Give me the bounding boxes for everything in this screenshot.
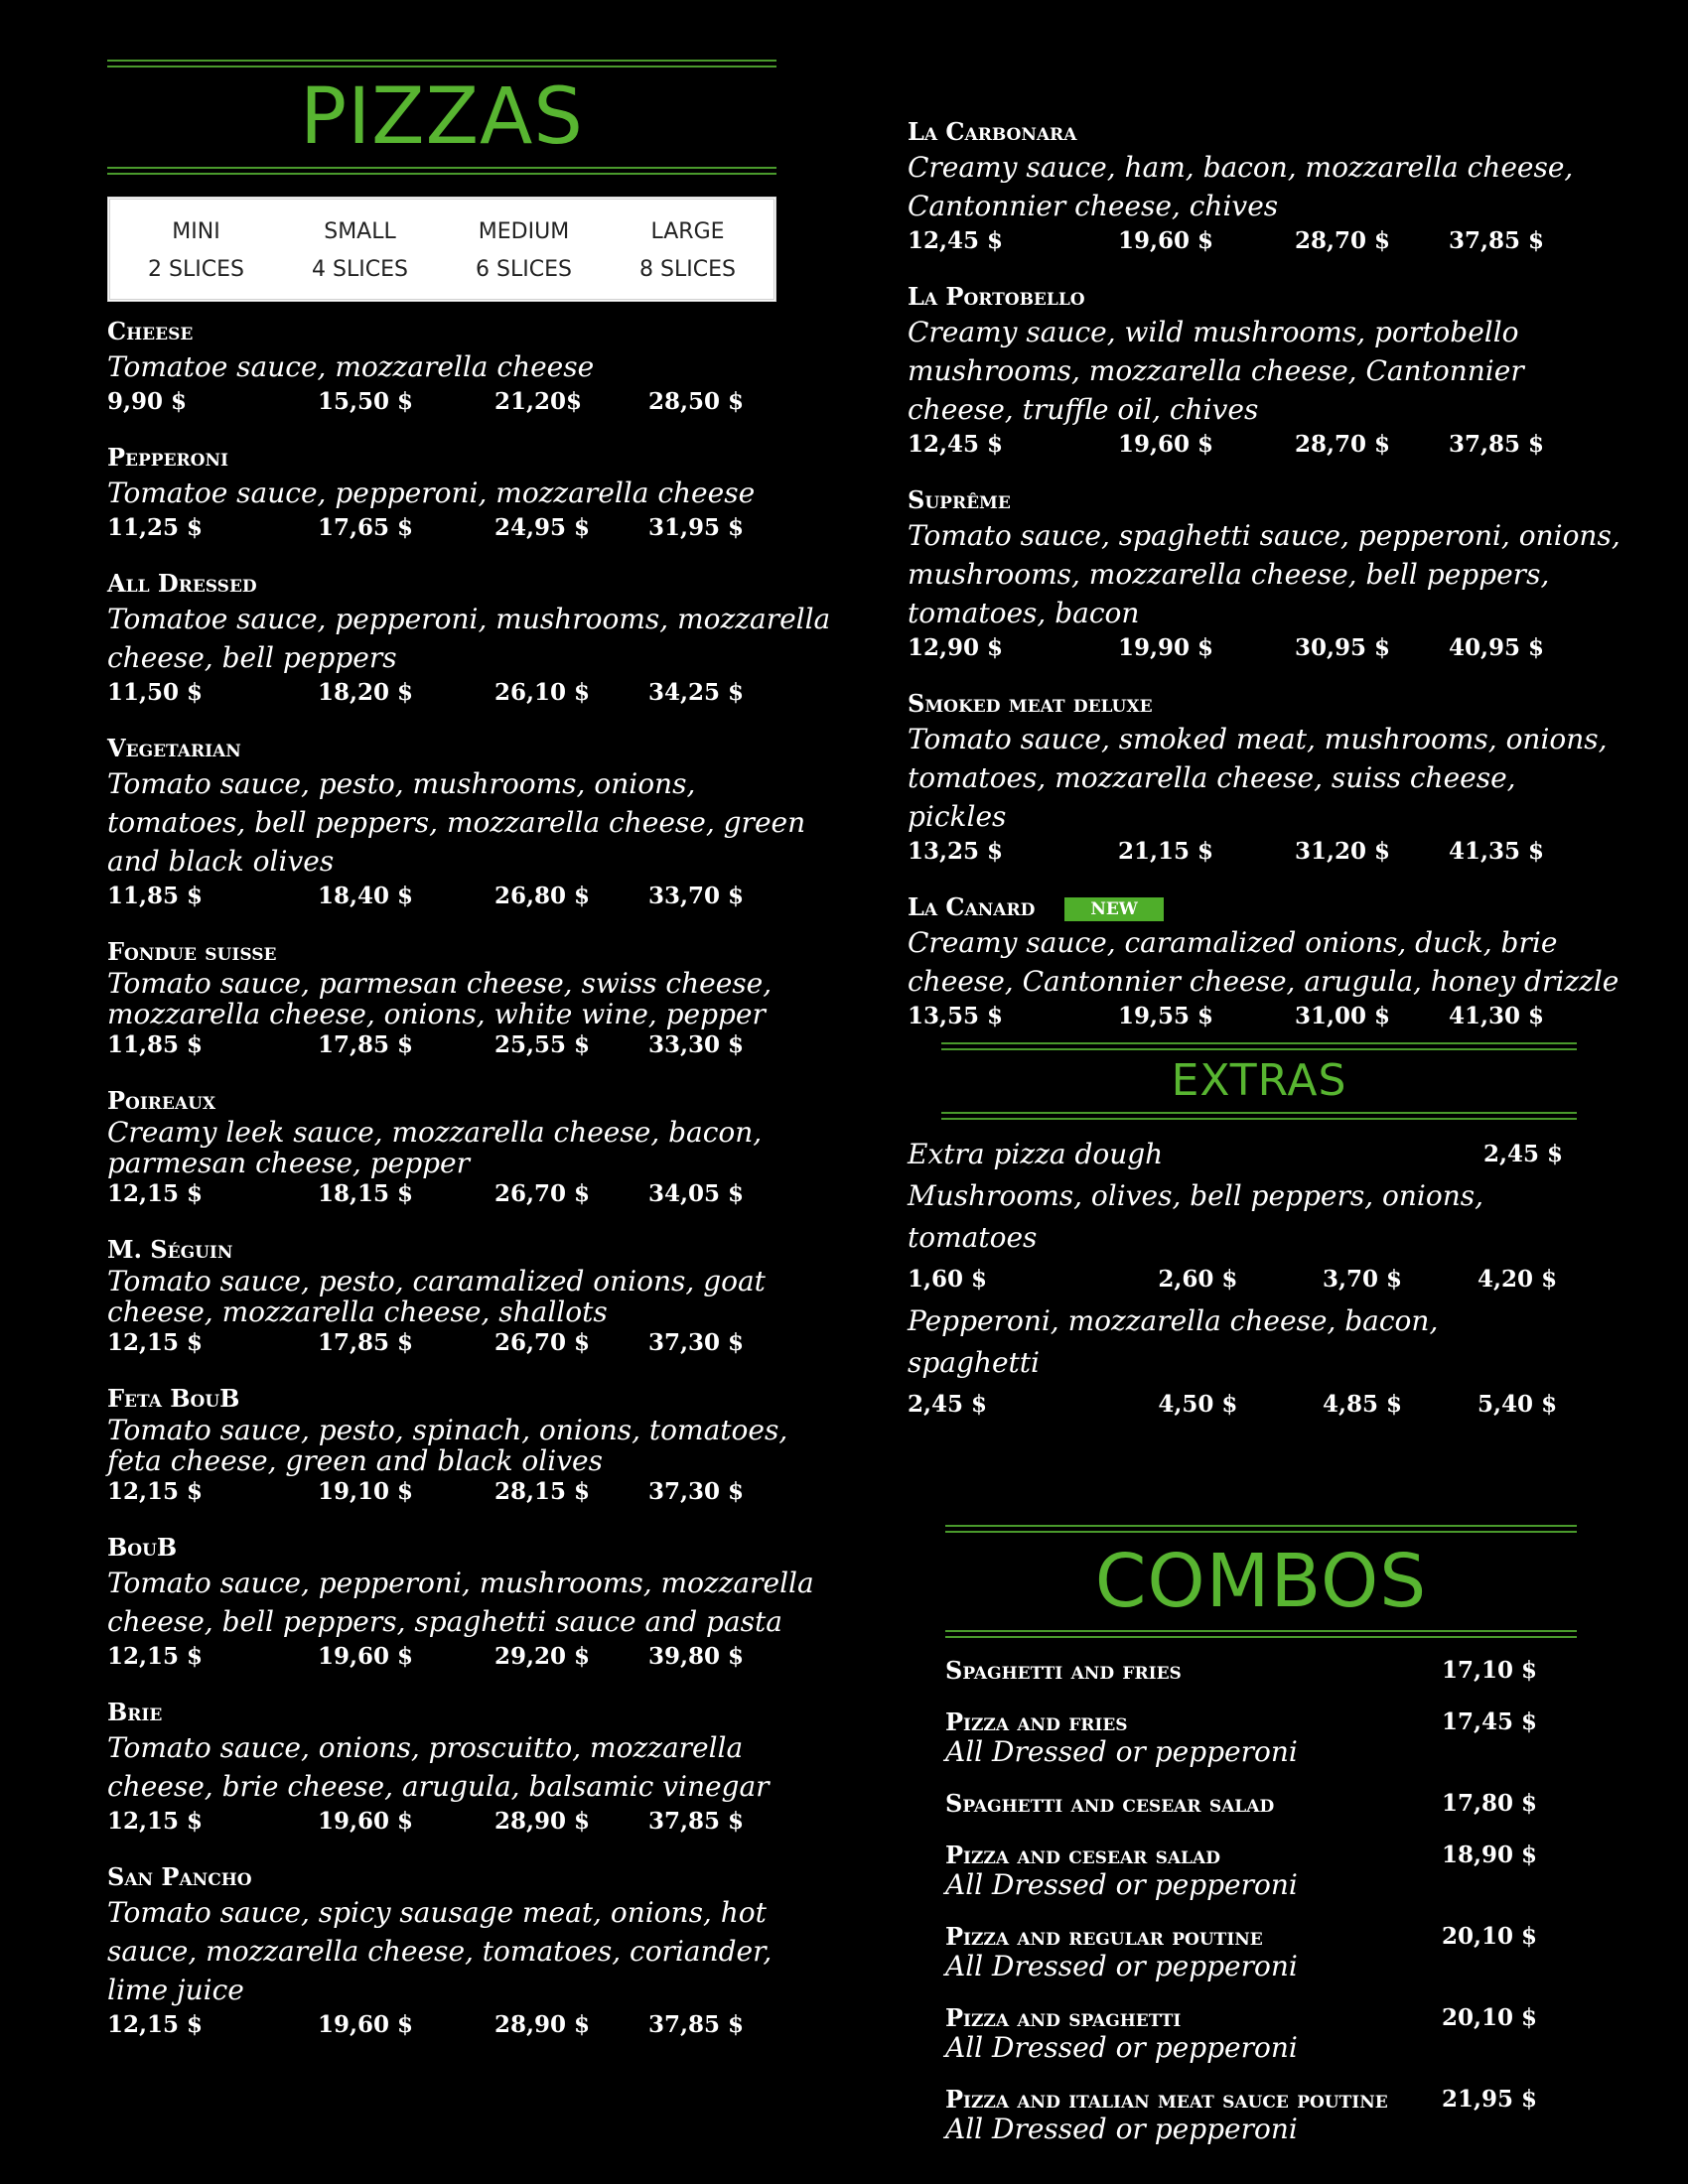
pizza-name <box>107 1697 832 1728</box>
pizza-prices <box>107 1641 832 1673</box>
price: 19,60 $ <box>1118 227 1214 254</box>
price: 3,70 $ <box>1323 1266 1403 1293</box>
price: 37,85 $ <box>1449 431 1545 458</box>
pizza-item <box>107 1861 832 2041</box>
price: 31,20 $ <box>1295 838 1391 865</box>
price: 4,50 $ <box>1158 1391 1238 1418</box>
combo-list <box>945 1656 1577 2144</box>
pizza-description: Tomato sauce, onions, proscuitto, mozzarella cheese, brie cheese, arugula, balsamic vinegar <box>107 1731 770 1803</box>
price: 28,90 $ <box>494 1808 591 1835</box>
price: 37,30 $ <box>648 1478 745 1505</box>
pizza-name <box>107 568 832 600</box>
price: 18,20 $ <box>318 679 414 706</box>
combo-subtitle: All Dressed or pepperoni <box>945 1950 1298 1982</box>
price: 28,90 $ <box>494 2011 591 2038</box>
pizza-description: Tomatoe sauce, mozzarella cheese <box>107 350 595 383</box>
size-name: MINI <box>172 219 220 244</box>
left-column <box>107 0 832 2065</box>
combo-price: 20,10 $ <box>1441 2004 1537 2031</box>
pizza-name <box>908 281 1622 313</box>
size-slices: 6 SLICES <box>476 257 572 282</box>
divider <box>107 60 776 68</box>
pizza-list-right <box>908 116 1622 1032</box>
combo-item <box>945 2085 1537 2144</box>
pizza-name-text: Suprême <box>908 485 1011 514</box>
pizza-name-text: La Canard <box>908 892 1036 921</box>
price: 29,20 $ <box>494 1643 591 1670</box>
combo-price: 18,90 $ <box>1441 1842 1537 1868</box>
pizza-name-text: BouB <box>107 1533 178 1562</box>
combo-price: 17,45 $ <box>1441 1708 1537 1735</box>
size-slices: 4 SLICES <box>312 257 408 282</box>
combo-item <box>945 1656 1537 1686</box>
pizza-item <box>107 1697 832 1838</box>
new-badge: NEW <box>1064 897 1164 921</box>
combo-name: Spaghetti and fries <box>945 1656 1182 1685</box>
pizza-name-text: Vegetarian <box>107 734 241 762</box>
price: 37,85 $ <box>648 1808 745 1835</box>
right-column <box>908 0 1622 2166</box>
price: 15,50 $ <box>318 388 414 415</box>
price: 41,35 $ <box>1449 838 1545 865</box>
price: 37,85 $ <box>648 2011 745 2038</box>
combo-price: 17,10 $ <box>1441 1657 1537 1684</box>
pizza-name <box>107 733 832 764</box>
price: 2,45 $ <box>908 1391 988 1418</box>
price: 4,85 $ <box>1323 1391 1403 1418</box>
price: 41,30 $ <box>1449 1003 1545 1029</box>
price: 31,00 $ <box>1295 1003 1391 1029</box>
price: 2,60 $ <box>1158 1266 1238 1293</box>
price: 12,15 $ <box>107 1808 204 1835</box>
pizza-description: Creamy leek sauce, mozzarella cheese, bacon, parmesan cheese, pepper <box>107 1116 763 1179</box>
divider <box>941 1112 1577 1120</box>
pizza-item <box>107 936 832 1061</box>
combo-name: Pizza and cesear salad <box>945 1841 1220 1869</box>
extras-section <box>941 1042 1577 1120</box>
pizza-description: Tomato sauce, pepperoni, mushrooms, mozzarella cheese, bell peppers, spaghetti sauce and pasta <box>107 1567 814 1638</box>
price: 19,10 $ <box>318 1478 414 1505</box>
price: 21,15 $ <box>1118 838 1214 865</box>
pizza-description: Creamy sauce, caramalized onions, duck, brie cheese, Cantonnier cheese, arugula, honey drizzle <box>908 926 1619 998</box>
price: 19,60 $ <box>318 2011 414 2038</box>
price: 37,85 $ <box>1449 227 1545 254</box>
price: 13,55 $ <box>908 1003 1004 1029</box>
pizza-name <box>107 1085 832 1117</box>
pizza-name <box>107 936 832 968</box>
extras-list <box>908 1134 1583 1426</box>
pizza-description: Tomatoe sauce, pepperoni, mozzarella cheese <box>107 477 756 509</box>
divider <box>941 1042 1577 1050</box>
price: 37,30 $ <box>648 1329 745 1356</box>
combo-subtitle: All Dressed or pepperoni <box>945 2031 1298 2064</box>
price: 28,50 $ <box>648 388 745 415</box>
pizza-prices <box>908 836 1622 868</box>
combo-text <box>945 1656 1182 1686</box>
price: 17,85 $ <box>318 1329 414 1356</box>
pizza-name-text: San Pancho <box>107 1862 252 1891</box>
price: 4,20 $ <box>1477 1266 1558 1293</box>
divider <box>945 1525 1577 1533</box>
pizza-name-text: Brie <box>107 1698 163 1726</box>
size-slices: 8 SLICES <box>639 257 736 282</box>
pizza-prices <box>107 1476 832 1508</box>
pizza-name-text: Smoked meat deluxe <box>908 689 1153 718</box>
price: 19,60 $ <box>318 1643 414 1670</box>
price: 11,25 $ <box>107 514 204 541</box>
combo-name: Spaghetti and cesear salad <box>945 1789 1275 1818</box>
pizza-name-text: Poireaux <box>107 1086 216 1115</box>
price: 17,85 $ <box>318 1031 414 1058</box>
pizza-name <box>107 1234 832 1266</box>
pizza-name-text: M. Séguin <box>107 1235 233 1264</box>
combo-price: 21,95 $ <box>1441 2086 1537 2113</box>
combo-name: Pizza and spaghetti <box>945 2003 1182 2032</box>
combo-name: Pizza and italian meat sauce poutine <box>945 2085 1388 2114</box>
pizza-name <box>107 1861 832 1893</box>
size-slices: 2 SLICES <box>148 257 244 282</box>
pizza-item <box>908 281 1622 461</box>
price: 5,40 $ <box>1477 1391 1558 1418</box>
pizza-description: Tomato sauce, pesto, spinach, onions, tomatoes, feta cheese, green and black olives <box>107 1414 788 1477</box>
combo-text <box>945 1789 1274 1819</box>
pizza-name <box>107 1383 832 1415</box>
combo-item <box>945 1789 1537 1819</box>
pizza-description: Tomato sauce, parmesan cheese, swiss cheese, mozzarella cheese, onions, white wine, pepper <box>107 967 773 1030</box>
extra-dough-price: 2,45 $ <box>1482 1141 1563 1167</box>
pizza-prices <box>908 225 1622 257</box>
pizza-description: Creamy sauce, ham, bacon, mozzarella cheese, Cantonnier cheese, chives <box>908 151 1574 222</box>
price: 19,60 $ <box>318 1808 414 1835</box>
pizza-description: Tomato sauce, pesto, mushrooms, onions, tomatoes, bell peppers, mozzarella cheese, green and black olives <box>107 767 806 878</box>
price: 19,55 $ <box>1118 1003 1214 1029</box>
pizza-name <box>908 116 1622 148</box>
pizza-name-text: La Portobello <box>908 282 1085 311</box>
extra-dough-row <box>908 1134 1583 1175</box>
size-name: LARGE <box>650 219 725 244</box>
extra-meat-text: Pepperoni, mozzarella cheese, bacon, spaghetti <box>908 1304 1439 1379</box>
combo-text <box>945 2003 1298 2063</box>
price: 26,70 $ <box>494 1329 591 1356</box>
price: 39,80 $ <box>648 1643 745 1670</box>
price: 26,70 $ <box>494 1180 591 1207</box>
combo-name: Pizza and fries <box>945 1707 1128 1736</box>
extra-veg-label <box>908 1175 1583 1259</box>
pizza-description: Tomato sauce, smoked meat, mushrooms, onions, tomatoes, mozzarella cheese, suiss cheese, pickles <box>908 723 1608 833</box>
pizza-item <box>107 1532 832 1673</box>
price: 12,15 $ <box>107 1643 204 1670</box>
price: 12,90 $ <box>908 634 1004 661</box>
price: 28,70 $ <box>1295 227 1391 254</box>
size-column <box>148 213 244 289</box>
pizza-item <box>107 568 832 709</box>
price: 24,95 $ <box>494 514 591 541</box>
price: 19,60 $ <box>1118 431 1214 458</box>
price: 17,65 $ <box>318 514 414 541</box>
divider <box>945 1630 1577 1638</box>
pizza-item <box>908 688 1622 868</box>
pizza-item <box>107 1234 832 1359</box>
pizza-prices <box>107 386 832 418</box>
price: 9,90 $ <box>107 388 188 415</box>
pizza-prices <box>107 1327 832 1359</box>
price: 33,30 $ <box>648 1031 745 1058</box>
price: 19,90 $ <box>1118 634 1214 661</box>
extra-veg-prices <box>908 1259 1583 1300</box>
pizza-name-text: Pepperoni <box>107 443 228 472</box>
combo-text <box>945 1841 1298 1900</box>
pizza-item <box>908 891 1622 1032</box>
price: 13,25 $ <box>908 838 1004 865</box>
extras-title: EXTRAS <box>1171 1055 1347 1106</box>
price: 34,25 $ <box>648 679 745 706</box>
price: 12,15 $ <box>107 1478 204 1505</box>
price: 30,95 $ <box>1295 634 1391 661</box>
pizza-prices <box>107 2009 832 2041</box>
combos-title: COMBOS <box>1094 1539 1428 1624</box>
pizza-name-text: La Carbonara <box>908 117 1077 146</box>
pizza-name-text: Cheese <box>107 317 194 345</box>
extra-meat-label <box>908 1300 1583 1384</box>
extra-veg-text: Mushrooms, olives, bell peppers, onions, tomatoes <box>908 1179 1484 1254</box>
combo-price: 20,10 $ <box>1441 1923 1537 1950</box>
pizza-prices <box>107 881 832 912</box>
size-name: SMALL <box>324 219 396 244</box>
pizza-prices <box>107 1029 832 1061</box>
price: 12,15 $ <box>107 1329 204 1356</box>
pizza-name-text: Fondue suisse <box>107 937 277 966</box>
pizza-item <box>908 116 1622 257</box>
combo-price: 17,80 $ <box>1441 1790 1537 1817</box>
price: 12,45 $ <box>908 227 1004 254</box>
pizza-description: Creamy sauce, wild mushrooms, portobello mushrooms, mozzarella cheese, Cantonnier cheese, truffle oil, chives <box>908 316 1524 426</box>
pizza-name-text: All Dressed <box>107 569 257 598</box>
size-legend <box>107 197 776 302</box>
pizza-prices <box>107 1806 832 1838</box>
price: 12,15 $ <box>107 2011 204 2038</box>
price: 28,15 $ <box>494 1478 591 1505</box>
price: 18,40 $ <box>318 883 414 909</box>
price: 28,70 $ <box>1295 431 1391 458</box>
combo-subtitle: All Dressed or pepperoni <box>945 1735 1298 1768</box>
pizza-prices <box>107 512 832 544</box>
pizza-prices <box>908 1001 1622 1032</box>
size-column <box>476 213 572 289</box>
combo-text <box>945 1707 1298 1767</box>
pizza-name <box>107 1532 832 1564</box>
pizza-name <box>107 442 832 474</box>
extra-meat-prices <box>908 1384 1583 1426</box>
pizza-prices <box>107 1178 832 1210</box>
divider <box>107 167 776 175</box>
pizza-name <box>908 891 1622 923</box>
pizza-item <box>107 733 832 912</box>
pizza-item <box>107 442 832 544</box>
pizza-prices <box>908 429 1622 461</box>
pizza-list-left <box>107 316 832 2041</box>
combo-item <box>945 2003 1537 2063</box>
pizza-item <box>107 1383 832 1508</box>
pizza-prices <box>107 677 832 709</box>
extra-dough-label: Extra pizza dough <box>908 1138 1164 1170</box>
price: 11,50 $ <box>107 679 204 706</box>
price: 31,95 $ <box>648 514 745 541</box>
combo-name: Pizza and regular poutine <box>945 1922 1263 1951</box>
price: 25,55 $ <box>494 1031 591 1058</box>
combo-item <box>945 1922 1537 1981</box>
combo-text <box>945 1922 1298 1981</box>
pizza-description: Tomatoe sauce, pepperoni, mushrooms, mozzarella cheese, bell peppers <box>107 603 831 674</box>
pizza-description: Tomato sauce, pesto, caramalized onions, goat cheese, mozzarella cheese, shallots <box>107 1265 766 1328</box>
price: 12,15 $ <box>107 1180 204 1207</box>
size-column <box>639 213 736 289</box>
pizza-item <box>107 1085 832 1210</box>
price: 18,15 $ <box>318 1180 414 1207</box>
pizza-item <box>908 484 1622 664</box>
pizza-prices <box>908 632 1622 664</box>
price: 11,85 $ <box>107 883 204 909</box>
price: 33,70 $ <box>648 883 745 909</box>
combos-section <box>945 1525 1577 2144</box>
size-column <box>312 213 408 289</box>
pizza-item <box>107 316 832 418</box>
pizza-description: Tomato sauce, spaghetti sauce, pepperoni, onions, mushrooms, mozzarella cheese, bell peppers, tomatoes, bacon <box>908 519 1620 629</box>
price: 1,60 $ <box>908 1266 988 1293</box>
price: 11,85 $ <box>107 1031 204 1058</box>
size-name: MEDIUM <box>478 219 570 244</box>
pizzas-title: PIZZAS <box>300 72 584 162</box>
price: 21,20$ <box>494 388 583 415</box>
pizza-name-text: Feta BouB <box>107 1384 240 1413</box>
price: 12,45 $ <box>908 431 1004 458</box>
combo-text <box>945 2085 1388 2144</box>
combo-item <box>945 1841 1537 1900</box>
combo-item <box>945 1707 1537 1767</box>
combo-subtitle: All Dressed or pepperoni <box>945 1868 1298 1901</box>
pizza-description: Tomato sauce, spicy sausage meat, onions, hot sauce, mozzarella cheese, tomatoes, coriander, lime juice <box>107 1896 773 2006</box>
price: 26,10 $ <box>494 679 591 706</box>
price: 40,95 $ <box>1449 634 1545 661</box>
pizza-name <box>107 316 832 347</box>
price: 26,80 $ <box>494 883 591 909</box>
combo-subtitle: All Dressed or pepperoni <box>945 2113 1298 2145</box>
pizza-name <box>908 688 1622 720</box>
pizza-name <box>908 484 1622 516</box>
price: 34,05 $ <box>648 1180 745 1207</box>
